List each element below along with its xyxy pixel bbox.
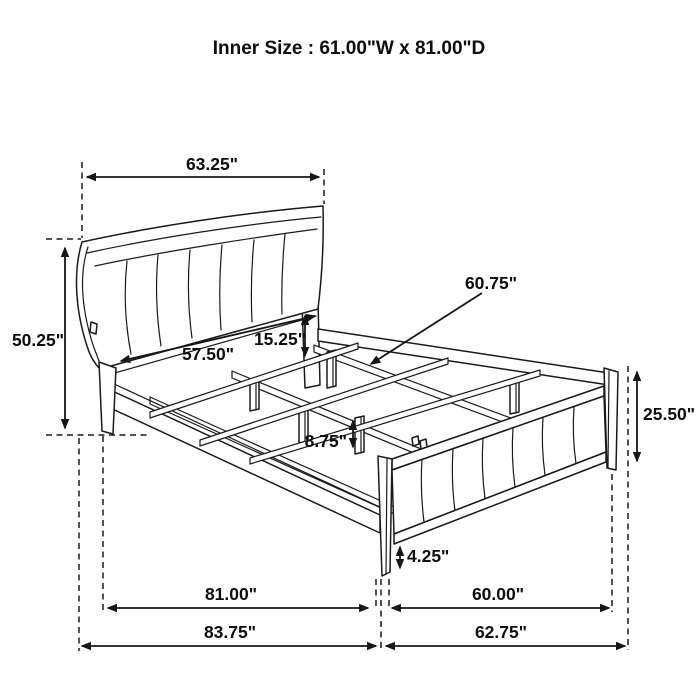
label-footboard-height: 25.50" xyxy=(643,404,696,424)
bed-drawing xyxy=(77,206,618,576)
label-headboard-height: 50.25" xyxy=(11,330,65,350)
headboard-rail-hook xyxy=(90,322,97,334)
label-rail-top-height: 15.25" xyxy=(253,329,307,349)
slat-cleat xyxy=(412,436,419,446)
side-rail-far xyxy=(318,329,609,385)
footboard-left-post xyxy=(378,456,392,576)
side-rail-front xyxy=(106,383,384,533)
slat-leg-8-75 xyxy=(355,416,364,454)
label-footboard-leg-height: 4.25" xyxy=(407,546,450,566)
label-slat-length: 60.75" xyxy=(464,273,518,293)
footboard xyxy=(378,368,618,576)
diagram-title: Inner Size : 61.00"W x 81.00"D xyxy=(212,38,486,59)
slat-cleat xyxy=(420,439,427,449)
label-footboard-span: 60.00" xyxy=(471,584,525,604)
label-overall-width: 62.75" xyxy=(474,622,528,642)
label-overall-depth: 83.75" xyxy=(203,622,257,642)
headboard-left-leg xyxy=(99,362,116,434)
label-inner-depth: 81.00" xyxy=(204,584,258,604)
label-slat-leg-height: 8.75" xyxy=(304,431,347,451)
footboard-right-post xyxy=(604,368,618,470)
label-headboard-inner-width: 57.50" xyxy=(181,344,235,364)
label-headboard-width: 63.25" xyxy=(185,154,239,174)
